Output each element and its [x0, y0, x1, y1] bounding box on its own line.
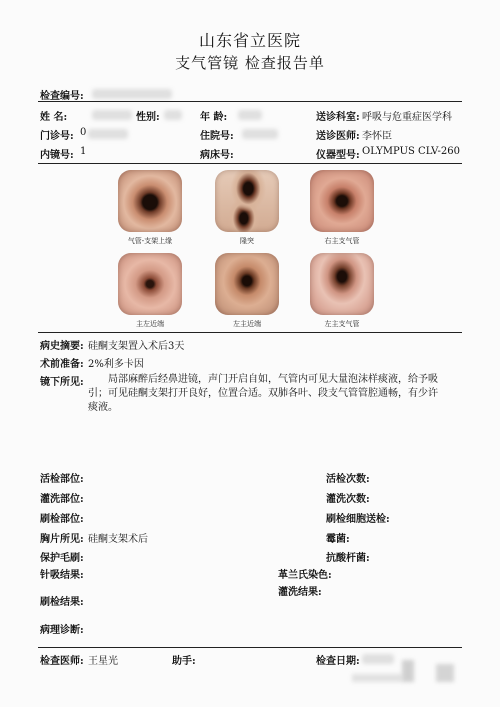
lavage-site-label: 灌洗部位: — [40, 494, 84, 505]
redacted-age — [238, 110, 262, 120]
exam-number-label: 检查编号: — [40, 91, 84, 102]
assistant-label: 助手: — [172, 656, 196, 667]
endoscopy-image-carina — [215, 170, 279, 232]
exam-doctor-value: 王星光 — [88, 656, 118, 667]
endoscopy-image-left-main-bronchus — [310, 253, 374, 315]
redacted-sex — [164, 110, 182, 120]
caption-trachea-stent-upper-edge: 气管-支架上缘 — [127, 237, 173, 245]
bed-number-label: 病床号: — [200, 150, 234, 161]
caption-left-main-proximal-2: 左主近端 — [233, 320, 261, 328]
scope-findings-label: 镜下所见: — [40, 377, 84, 388]
divider-info — [38, 163, 462, 164]
inpatient-number-label: 住院号: — [200, 131, 234, 142]
protected-brush-label: 保护毛刷: — [40, 553, 84, 564]
blurred-stamp-mark — [402, 660, 414, 682]
redacted-exam-date — [362, 654, 394, 664]
device-model-label: 仪器型号: — [316, 150, 360, 161]
hospital-name: 山东省立医院 — [198, 31, 301, 50]
report-title: 支气管镜 检查报告单 — [175, 54, 325, 72]
needle-aspiration-label: 针吸结果: — [40, 570, 84, 581]
chest-film-label: 胸片所见: — [40, 534, 84, 545]
scope-findings-line-3: 痰液。 — [88, 402, 118, 413]
acid-fast-label: 抗酸杆菌: — [326, 553, 370, 564]
divider-top — [38, 101, 462, 102]
divider-footer — [38, 647, 462, 648]
biopsy-site-label: 活检部位: — [40, 474, 84, 485]
history-label: 病史摘要: — [40, 341, 84, 352]
redacted-clinic-number — [88, 129, 128, 139]
brush-cell-label: 刷检细胞送检: — [326, 514, 390, 525]
endoscopy-image-left-main-proximal-2 — [215, 253, 279, 315]
endoscopy-image-trachea-stent-upper-edge — [118, 170, 182, 232]
department-value: 呼吸与危重症医学科 — [362, 112, 452, 123]
referring-doctor-value: 李怀臣 — [362, 131, 392, 142]
blurred-signature — [352, 674, 402, 682]
divider-images — [38, 332, 462, 333]
name-label: 姓 名: — [40, 112, 68, 123]
scope-findings-line-1: 局部麻醉后经鼻进镜，声门开启自如，气管内可见大量泡沫样痰液，给予吸 — [108, 374, 438, 385]
device-model-value: OLYMPUS CLV-260 — [362, 146, 460, 157]
scope-findings-line-2: 引；可见硅酮支架打开良好，位置合适。双肺各叶、段支气管管腔通畅，有少许 — [88, 388, 438, 399]
caption-right-main-bronchus: 右主支气管 — [324, 237, 360, 245]
chest-film-value: 硅酮支架术后 — [88, 534, 148, 545]
caption-left-main-bronchus: 左主支气管 — [324, 320, 360, 328]
referring-doctor-label: 送诊医师: — [316, 131, 360, 142]
redacted-exam-number — [92, 89, 172, 99]
brush-result-label: 刷检结果: — [40, 597, 84, 608]
caption-carina: 隆突 — [240, 237, 254, 245]
lavage-count-label: 灌洗次数: — [326, 494, 370, 505]
age-label: 年 龄: — [200, 112, 228, 123]
history-value: 硅酮支架置入术后3天 — [88, 341, 185, 352]
sex-label: 性别: — [136, 112, 160, 123]
caption-left-main-proximal-1: 主左近端 — [136, 320, 164, 328]
department-label: 送诊科室: — [316, 112, 360, 123]
prep-label: 术前准备: — [40, 359, 84, 370]
lavage-result-label: 灌洗结果: — [278, 587, 322, 598]
scope-number-label: 内镜号: — [40, 150, 74, 161]
exam-doctor-label: 检查医师: — [40, 656, 84, 667]
endoscopy-image-right-main-bronchus — [310, 170, 374, 232]
clinic-number-value: 0 — [80, 127, 87, 138]
pathology-label: 病理诊断: — [40, 625, 84, 636]
biopsy-count-label: 活检次数: — [326, 474, 370, 485]
redacted-inpatient-number — [242, 129, 278, 139]
mold-label: 霉菌: — [326, 534, 350, 545]
endoscopy-image-left-main-proximal-1 — [118, 253, 182, 315]
blurred-watermark — [436, 664, 454, 682]
prep-value: 2%利多卡因 — [88, 359, 144, 370]
scope-number-value: 1 — [80, 146, 87, 157]
brush-site-label: 刷检部位: — [40, 514, 84, 525]
gram-stain-label: 革兰氏染色: — [278, 570, 332, 581]
redacted-name — [92, 110, 132, 120]
clinic-number-label: 门诊号: — [40, 131, 74, 142]
exam-date-label: 检查日期: — [316, 656, 360, 667]
